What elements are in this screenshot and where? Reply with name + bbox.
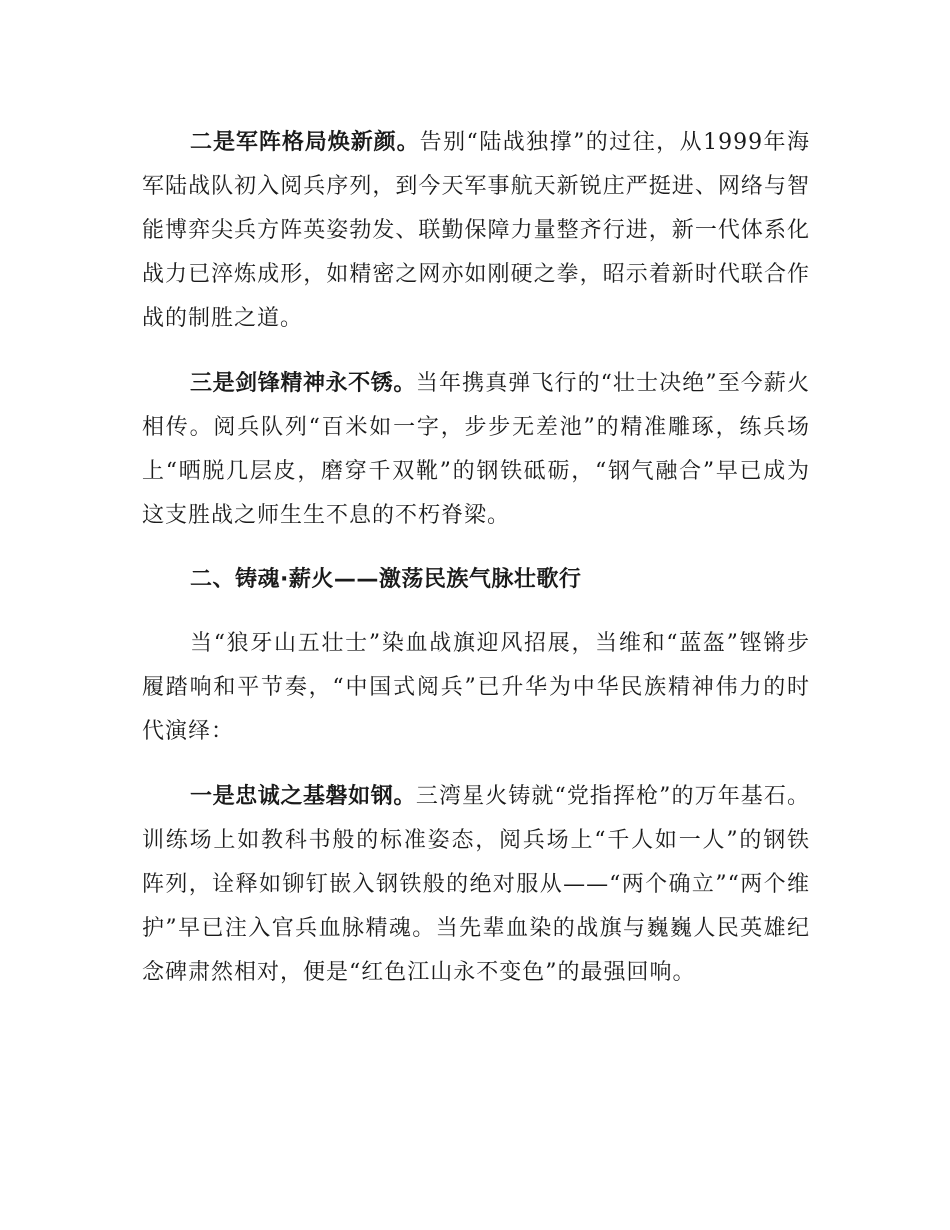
paragraph-military-formation bbox=[142, 121, 810, 341]
paragraph-lead: 三是剑锋精神永不锈。 bbox=[190, 371, 416, 396]
paragraph-text: 三湾星火铸就“党指挥枪”的万年基石。训练场上如教科书般的标准姿态，阅兵场上“千人如一人”的钢铁阵列，诠释如铆钉嵌入钢铁般的绝对服从——“两个确立”“两个维护”早已注入官兵血脉精魂。当先辈血染的战旗与巍巍人民英雄纪念碑肃然相对，便是“红色江山永不变色”的最强回响。 bbox=[142, 784, 810, 985]
paragraph-lead: 二是军阵格局焕新颜。 bbox=[190, 130, 420, 155]
paragraph-text: 当“狼牙山五壮士”染血战旗迎风招展，当维和“蓝盔”铿锵步履踏响和平节奏，“中国式阅兵”已升华为中华民族精神伟力的时代演绎： bbox=[142, 631, 810, 744]
paragraph-text: 告别“陆战独撑”的过往，从1999年海军陆战队初入阅兵序列，到今天军事航天新锐庄严挺进、网络与智能博弈尖兵方阵英姿勃发、联勤保障力量整齐行进，新一代体系化战力已淬炼成形，如精密之网亦如刚硬之拳，昭示着新时代联合作战的制胜之道。 bbox=[142, 130, 810, 331]
paragraph-sword-spirit bbox=[142, 362, 810, 538]
document-body bbox=[142, 121, 810, 995]
paragraph-loyalty bbox=[142, 775, 810, 995]
section-heading: 二、铸魂·薪火——激荡民族气脉壮歌行 bbox=[190, 567, 582, 592]
paragraph-text: 当年携真弹飞行的“壮士决绝”至今薪火相传。阅兵队列“百米如一字，步步无差池”的精准雕琢，练兵场上“晒脱几层皮，磨穿千双靴”的钢铁砥砺，“钢气融合”早已成为这支胜战之师生生不息的不朽脊梁。 bbox=[142, 371, 810, 528]
paragraph-intro bbox=[142, 622, 810, 754]
paragraph-lead: 一是忠诚之基磐如钢。 bbox=[190, 784, 416, 809]
